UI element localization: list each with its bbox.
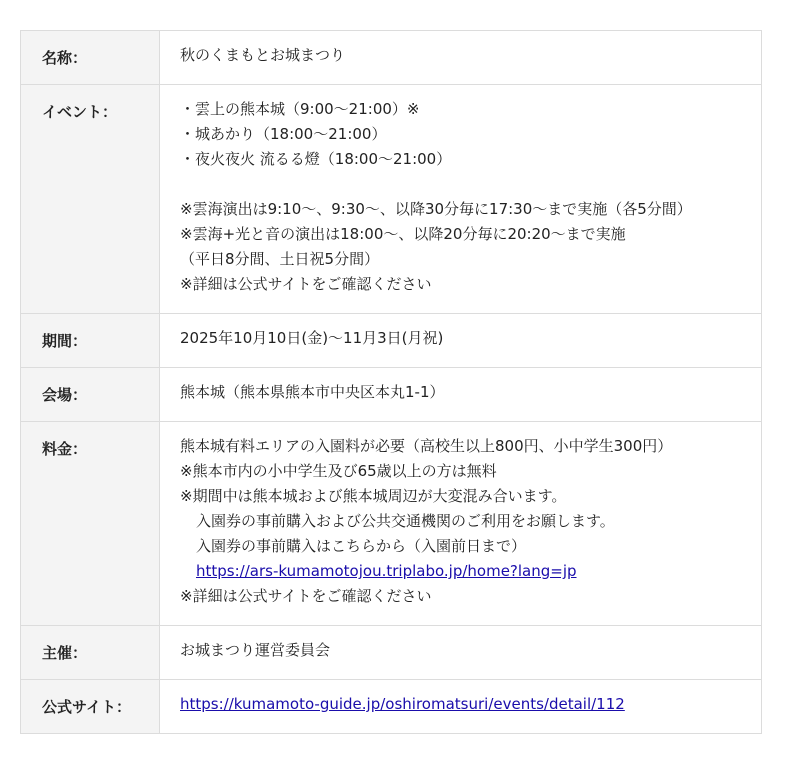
value-organizer	[160, 626, 762, 680]
label-website: 公式サイト：	[21, 680, 160, 734]
event-note: ※雲海演出は9:10〜、9:30〜、以降30分毎に17:30〜まで実施（各5分間）	[180, 200, 692, 218]
website-link-wrapper	[180, 692, 751, 717]
fee-line: ※期間中は熊本城および熊本城周辺が大変混み合います。	[180, 487, 567, 505]
table-row-event	[21, 85, 762, 314]
label-event: イベント：	[21, 85, 160, 314]
label-organizer: 主催：	[21, 626, 160, 680]
fee-line: ※詳細は公式サイトをご確認ください	[180, 587, 432, 605]
official-site-link[interactable]: https://kumamoto-guide.jp/oshiromatsuri/events/detail/112	[180, 695, 625, 713]
fee-line: 熊本城有料エリアの入園料が必要（高校生以上800円、小中学生300円）	[180, 437, 673, 455]
organizer-text: お城まつり運営委員会	[180, 641, 331, 659]
table-row-venue	[21, 368, 762, 422]
label-venue: 会場：	[21, 368, 160, 422]
ticket-purchase-link[interactable]: https://ars-kumamotojou.triplabo.jp/home?lang=jp	[196, 562, 577, 580]
ticket-link-wrapper	[180, 559, 751, 584]
fee-line: 入園券の事前購入および公共交通機関のご利用をお願します。	[196, 512, 615, 530]
period-text: 2025年10月10日(金)〜11月3日(月祝)	[180, 329, 444, 347]
venue-text: 熊本城（熊本県熊本市中央区本丸1-1）	[180, 383, 445, 401]
label-period: 期間：	[21, 314, 160, 368]
event-note: ※詳細は公式サイトをご確認ください	[180, 275, 432, 293]
value-name	[160, 31, 762, 85]
value-website	[160, 680, 762, 734]
event-line: ・夜火夜火 流るる燈（18:00〜21:00）	[180, 150, 452, 168]
spacer	[180, 172, 751, 197]
table-row-period	[21, 314, 762, 368]
event-info-container	[20, 30, 762, 734]
table-row-fee	[21, 422, 762, 626]
label-fee: 料金：	[21, 422, 160, 626]
label-name: 名称：	[21, 31, 160, 85]
fee-line: 入園券の事前購入はこちらから（入園前日まで）	[196, 537, 527, 555]
event-name-text: 秋のくまもとお城まつり	[180, 46, 346, 64]
table-row-organizer	[21, 626, 762, 680]
event-line: ・雲上の熊本城（9:00〜21:00）※	[180, 100, 420, 118]
event-info-table	[20, 30, 762, 734]
event-line: ・城あかり（18:00〜21:00）	[180, 125, 387, 143]
fee-line: ※熊本市内の小中学生及び65歳以上の方は無料	[180, 462, 497, 480]
value-fee	[160, 422, 762, 626]
value-period	[160, 314, 762, 368]
event-note: （平日8分間、土日祝5分間）	[180, 250, 380, 268]
table-row-website	[21, 680, 762, 734]
event-note: ※雲海+光と音の演出は18:00〜、以降20分毎に20:20〜まで実施	[180, 225, 626, 243]
value-venue	[160, 368, 762, 422]
value-event	[160, 85, 762, 314]
table-row-name	[21, 31, 762, 85]
